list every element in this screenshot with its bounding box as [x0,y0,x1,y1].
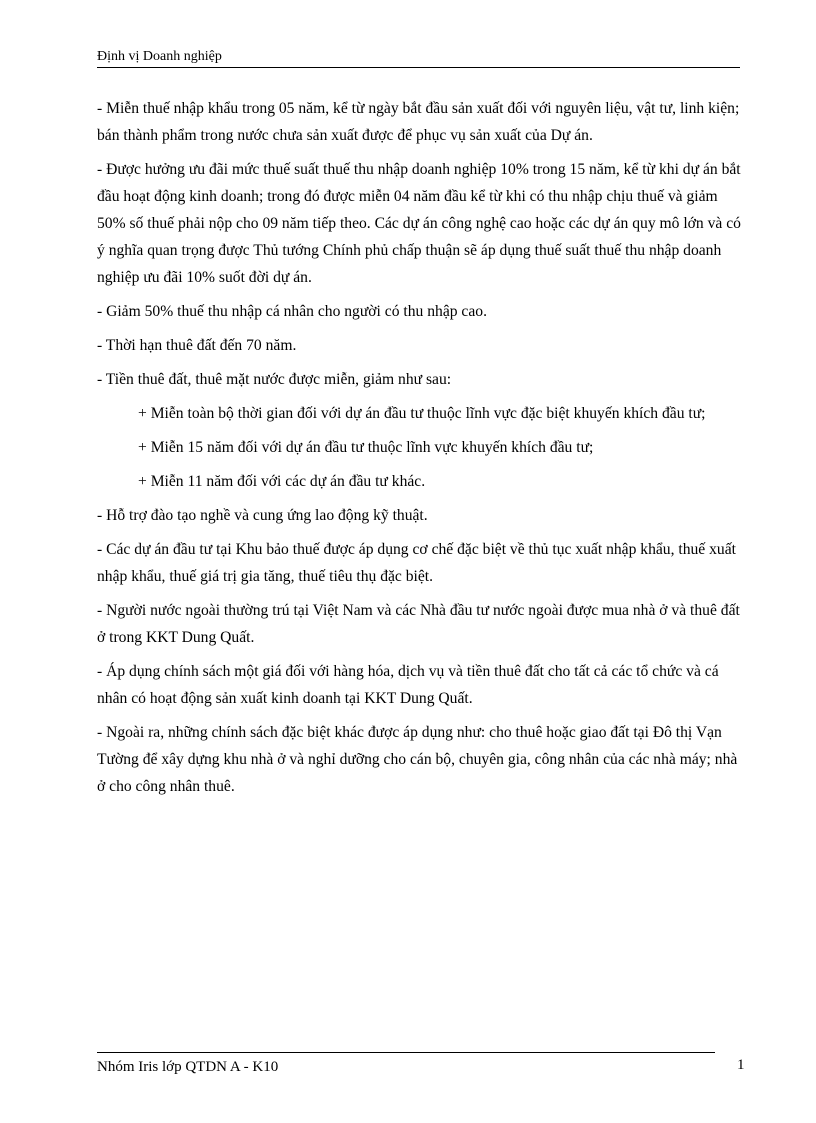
footer-rule [97,1052,715,1053]
paragraph-land-rent-exemption: - Tiền thuê đất, thuê mặt nước được miễn, giảm như sau: [97,371,452,388]
paragraph-foreign-housing: - Người nước ngoài thường trú tại Việt Nam và các Nhà đầu tư nước ngoài được mua nhà ở và thuê đất ở trong KKT Dung Quất. [97,602,740,646]
sub-item-11-year-exemption: + Miễn 11 năm đối với các dự án đầu tư khác. [138,473,426,490]
header-rule [97,67,740,68]
page-number: 1 [737,1057,745,1073]
paragraph-bonded-zone: - Các dự án đầu tư tại Khu bảo thuế được áp dụng cơ chế đặc biệt về thủ tục xuất nhập khẩu, thuế xuất nhập khẩu, thuế giá trị gia tăng, thuế tiêu thụ đặc biệt. [97,541,736,585]
paragraph-corporate-income-tax: - Được hưởng ưu đãi mức thuế suất thuế thu nhập doanh nghiệp 10% trong 15 năm, kể từ khi dự án bắt đầu hoạt động kinh doanh; trong đó được miễn 04 năm đầu kể từ khi có thu nhập chịu thuế và giảm 50% số thuế phải nộp cho 09 năm tiếp theo. Các dự án công nghệ cao hoặc các dự án quy mô lớn và có ý nghĩa quan trọng được Thủ tướng Chính phủ chấp thuận sẽ áp dụng thuế suất thuế thu nhập doanh nghiệp ưu đãi 10% suốt đời dự án. [97,161,741,286]
paragraph-other-policies: - Ngoài ra, những chính sách đặc biệt khác được áp dụng như: cho thuê hoặc giao đất tại Đô thị Vạn Tường để xây dựng khu nhà ở và nghỉ dưỡng cho cán bộ, chuyên gia, công nhân của các nhà máy; nhà ở cho công nhân thuê. [97,724,738,795]
paragraph-single-price-policy: - Áp dụng chính sách một giá đối với hàng hóa, dịch vụ và tiền thuê đất cho tất cả các tổ chức và cá nhân có hoạt động sản xuất kinh doanh tại KKT Dung Quất. [97,663,719,707]
sub-item-full-exemption: + Miễn toàn bộ thời gian đối với dự án đầu tư thuộc lĩnh vực đặc biệt khuyến khích đầu tư; [138,405,706,422]
document-body [97,95,745,807]
paragraph-vocational-training: - Hỗ trợ đào tạo nghề và cung ứng lao động kỹ thuật. [97,507,428,524]
page-header-title: Định vị Doanh nghiệp [97,49,222,64]
paragraph-land-lease-term: - Thời hạn thuê đất đến 70 năm. [97,337,297,354]
sub-item-15-year-exemption: + Miễn 15 năm đối với dự án đầu tư thuộc lĩnh vực khuyến khích đầu tư; [138,439,594,456]
paragraph-personal-income-tax: - Giảm 50% thuế thu nhập cá nhân cho người có thu nhập cao. [97,303,487,320]
paragraph-import-tax-exemption: - Miễn thuế nhập khẩu trong 05 năm, kể từ ngày bắt đầu sản xuất đối với nguyên liệu, vật tư, linh kiện; bán thành phẩm trong nước chưa sản xuất được để phục vụ sản xuất của Dự án. [97,100,740,144]
page-footer-text: Nhóm Iris lớp QTDN A - K10 [97,1059,279,1075]
